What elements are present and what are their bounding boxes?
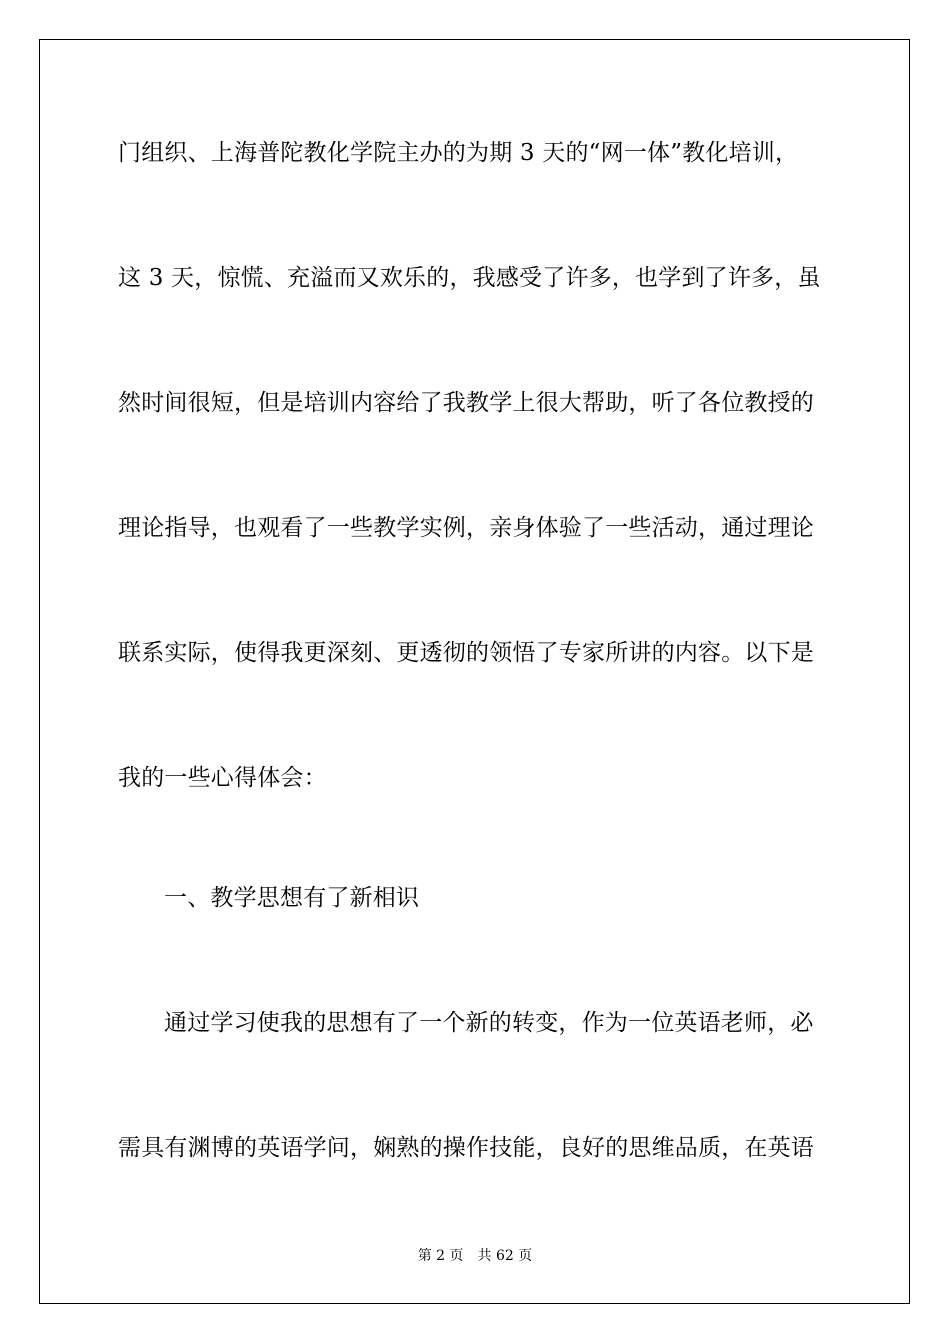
body-text-line-5: 联系实际，使得我更深刻、更透彻的领悟了专家所讲的内容。以下是 xyxy=(118,640,814,666)
section-heading: 一、教学思想有了新相识 xyxy=(164,885,420,911)
page-number-total: 共 62 页 xyxy=(477,1248,533,1264)
paragraph-line-1: 通过学习使我的思想有了一个新的转变，作为一位英语老师，必 xyxy=(164,1010,814,1036)
page-number-current: 第 2 页 xyxy=(417,1248,464,1264)
paragraph-line-2: 需具有渊博的英语学问，娴熟的操作技能，良好的思维品质，在英语 xyxy=(118,1135,814,1161)
body-text-line-4: 理论指导，也观看了一些教学实例，亲身体验了一些活动，通过理论 xyxy=(118,515,814,541)
body-text-line-6: 我的一些心得体会： xyxy=(118,765,327,791)
body-text-line-2: 这 3 天，惊慌、充溢而又欢乐的，我感受了许多，也学到了许多，虽 xyxy=(118,265,821,291)
page-border xyxy=(39,39,910,1304)
body-text-line-1: 门组织、上海普陀教化学院主办的为期 3 天的“网一体”教化培训， xyxy=(118,140,799,166)
page-footer xyxy=(0,1247,950,1265)
body-text-line-3: 然时间很短，但是培训内容给了我教学上很大帮助，听了各位教授的 xyxy=(118,390,814,416)
